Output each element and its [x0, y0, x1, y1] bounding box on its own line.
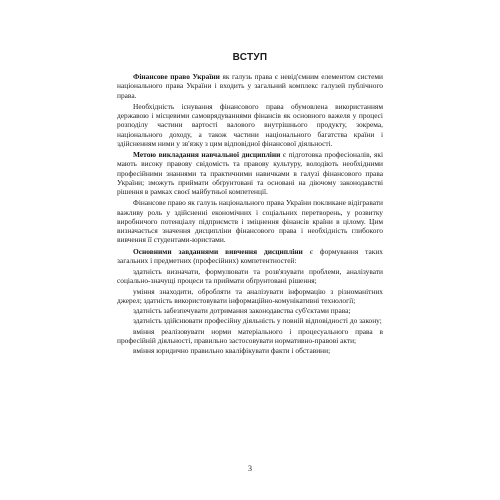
competency-item: вміння реалізовувати норми матеріального і процесуального права в професійній діяльності, правильно застосовувати нормативно-правові акти;	[117, 326, 383, 345]
competency-item: здатність забезпечувати дотримання законодавства суб'єктами права;	[133, 306, 351, 315]
competency-item: здатність здійснювати професійну діяльність у повній відповідності до закону;	[133, 316, 382, 326]
competency-item: здатність визначати, формулювати та розв'язувати проблеми, аналізувати соціально-значущі процеси та приймати обґрунтовані рішення;	[117, 267, 383, 286]
paragraph-intro	[117, 72, 383, 100]
paragraph-tasks	[117, 247, 383, 266]
body-text	[117, 72, 383, 356]
page-number: 3	[248, 464, 252, 473]
paragraph-goal-highlight: Метою викладання навчальної дисципліни	[133, 150, 281, 159]
paragraph-tasks-highlight: Основними завданнями вивчення дисципліни	[133, 246, 303, 256]
paragraph-role: Фінансове право як галузь національного права України покликане відігравати важливу роль у здійсненні економічних і соціальних перетворень, у розвитку виробничого потенціалу підприємств і зміцнення фінансів країни в цілому. Цим визначається значення дисципліни фінансового права і необхідність глибокого вивчення її студентами-юристами.	[117, 198, 383, 245]
competency-item: уміння знаходити, обробляти та аналізувати інформацію з різноманітних джерел; здатність використовувати інформаційно-комунікативні технології;	[117, 286, 383, 305]
paragraph-goal	[117, 150, 383, 196]
competency-item: вміння юридично правильно кваліфікувати факти і обставини;	[133, 346, 331, 355]
paragraph-intro-text: як галузь права є невід'ємним елементом системи національного права України і входить у загальний комплекс галузей публічного права.	[117, 72, 383, 100]
paragraph-tasks-text: є формування таких загальних і предметних (професійних) компетентностей:	[117, 246, 383, 265]
paragraph-goal-text: є підготовка професіоналів, які мають високу правову свідомість та правову культуру, володіють необхідними професійними знаннями та практичними навичками в галузі фінансового права України; зможуть приймати обґрунтовані та основані на діючому законодавстві рішення в рамках своєї майбутньої компетенції.	[117, 150, 384, 196]
paragraph-intro-highlight: Фінансове право України	[133, 72, 220, 81]
page-title: ВСТУП	[232, 52, 268, 63]
paragraph-necessity: Необхідність існування фінансового права обумовлена використанням державою і місцевими самоврядуваннями фінансів як основного важеля у процесі розподілу частини вартості валового внутрішнього продукту, зокрема, національного доходу, а також частини національного багатства країни і здійсненням ними у зв'язку з цим відповідної фінансової діяльності.	[117, 101, 383, 148]
